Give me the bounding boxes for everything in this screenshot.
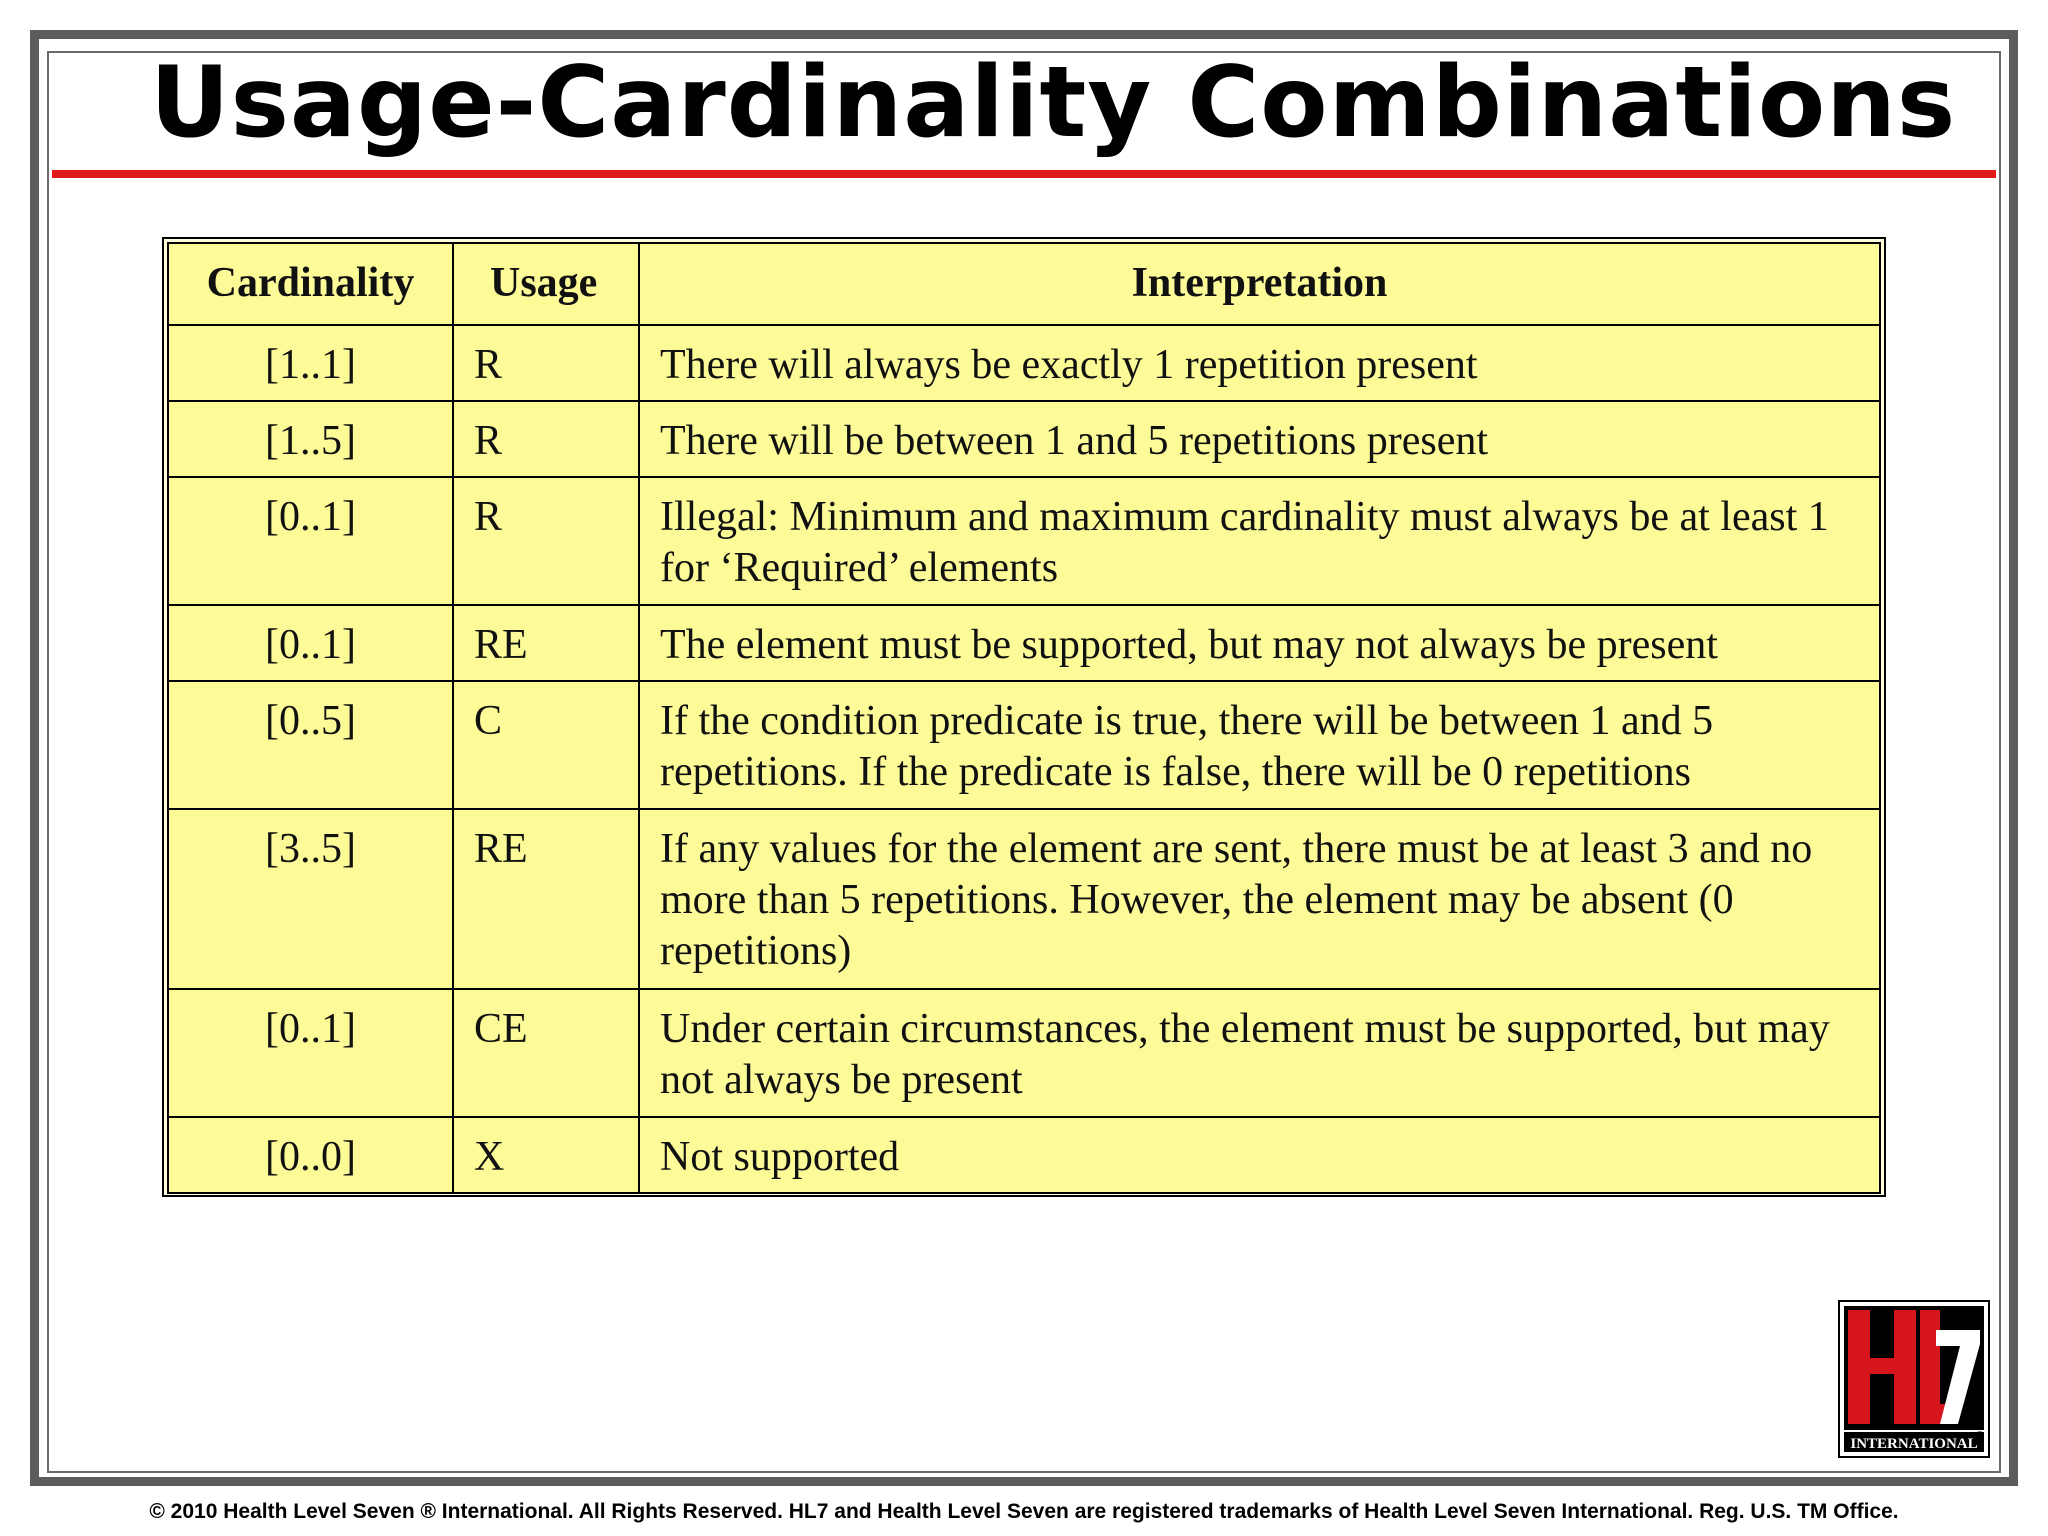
cell-interpretation: If the condition predicate is true, there will be between 1 and 5 repetitions. If the predicate is false, there will be 0 repetitions [639, 681, 1880, 809]
usage-cardinality-table [162, 237, 1886, 1197]
cell-cardinality: [0..1] [168, 989, 453, 1117]
slide-title: Usage-Cardinality Combinations [150, 46, 1957, 160]
table-row [168, 477, 1880, 605]
cell-usage: R [453, 401, 639, 477]
table-header-row [168, 243, 1880, 325]
cell-interpretation: If any values for the element are sent, there must be at least 3 and no more than 5 repetitions. However, the element may be absent (0 repetitions) [639, 809, 1880, 989]
cell-cardinality: [0..5] [168, 681, 453, 809]
table-row [168, 1117, 1880, 1193]
table-row [168, 325, 1880, 401]
table-row [168, 989, 1880, 1117]
table-row [168, 809, 1880, 989]
header-usage: Usage [453, 243, 639, 325]
cell-cardinality: [3..5] [168, 809, 453, 989]
cell-cardinality: [0..1] [168, 477, 453, 605]
table-row [168, 605, 1880, 681]
cell-usage: RE [453, 809, 639, 989]
cell-cardinality: [1..1] [168, 325, 453, 401]
header-interpretation: Interpretation [639, 243, 1880, 325]
cell-interpretation: There will always be exactly 1 repetition present [639, 325, 1880, 401]
hl7-logo [1838, 1300, 1990, 1458]
cell-usage: CE [453, 989, 639, 1117]
cell-interpretation: There will be between 1 and 5 repetitions present [639, 401, 1880, 477]
cell-interpretation: The element must be supported, but may not always be present [639, 605, 1880, 681]
table-row [168, 401, 1880, 477]
header-cardinality: Cardinality [168, 243, 453, 325]
cell-cardinality: [1..5] [168, 401, 453, 477]
cell-usage: R [453, 477, 639, 605]
title-underline [52, 170, 1996, 178]
logo-international-text: INTERNATIONAL [1850, 1436, 1978, 1452]
cell-usage: X [453, 1117, 639, 1193]
cell-cardinality: [0..0] [168, 1117, 453, 1193]
copyright-footer: © 2010 Health Level Seven ® International. All Rights Reserved. HL7 and Health Level Seven are registered trademarks of Health Level Seven International. Reg. U.S. TM Office. [149, 1500, 1899, 1523]
table-row [168, 681, 1880, 809]
cell-usage: C [453, 681, 639, 809]
cell-usage: RE [453, 605, 639, 681]
cell-interpretation: Not supported [639, 1117, 1880, 1193]
cell-interpretation: Illegal: Minimum and maximum cardinality must always be at least 1 for ‘Required’ elements [639, 477, 1880, 605]
cell-interpretation: Under certain circumstances, the element must be supported, but may not always be present [639, 989, 1880, 1117]
cell-cardinality: [0..1] [168, 605, 453, 681]
cell-usage: R [453, 325, 639, 401]
